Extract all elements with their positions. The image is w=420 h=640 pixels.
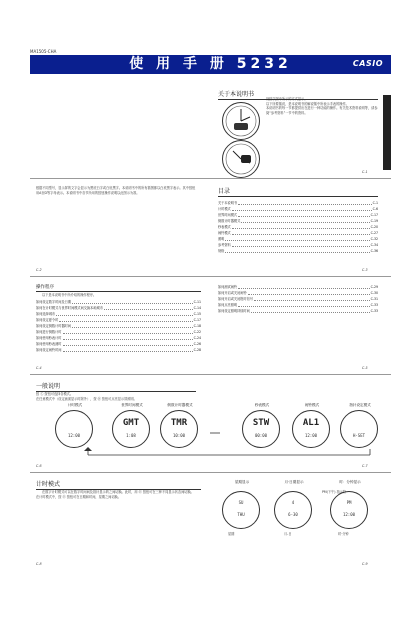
state-label: 星期显示 [234, 480, 250, 484]
watch-dial-icon [222, 491, 260, 529]
about-bullet: 视按以图中所示的方式显示。 [266, 97, 308, 101]
leader-dots [225, 236, 369, 241]
brand-logo: CASIO [352, 59, 383, 68]
leader-dots [232, 230, 370, 235]
entry-label: 如何使用秒表计时 [36, 335, 62, 340]
mode-digits: 12:00 [304, 433, 318, 438]
entry-page: C-26 [193, 341, 201, 346]
procedures-list-continued [218, 284, 378, 314]
toc-section [218, 186, 378, 254]
mode-digits: H-SET [352, 433, 366, 438]
watch-face-icon [223, 103, 259, 139]
state-bottom: 6-30 [288, 512, 298, 517]
leader-dots [72, 323, 193, 328]
language-tab [383, 95, 391, 170]
watch-illustration-1 [222, 102, 260, 140]
entry-page: C-17 [370, 213, 378, 217]
title-banner [30, 55, 391, 74]
leader-dots [238, 302, 369, 307]
watch-dial-icon [112, 410, 150, 448]
display-state [330, 480, 370, 529]
entry-label: 如何开启或关闭报时信号 [218, 297, 254, 301]
divider [30, 374, 391, 375]
weekday-label: 星期 [228, 532, 235, 536]
entry-label: 照明 [218, 237, 225, 241]
leader-dots [238, 212, 369, 217]
procedures-right [218, 284, 378, 314]
about-bullets [266, 97, 378, 115]
doc-code: MA1505-CHA [30, 49, 57, 54]
general-bullet: 在任意模式中（设定画面显示时除外），按 Ⓑ 按钮可点亮显示屏照明。 [36, 396, 137, 401]
state-top: 4 [291, 500, 295, 505]
entry-page: C-36 [370, 249, 378, 253]
watch-dial-icon [340, 410, 378, 448]
mode-indicator: AL1 [302, 418, 320, 428]
state-top: SU [238, 500, 244, 505]
page-number: C-1 [362, 170, 368, 174]
watch-dial-icon [292, 410, 330, 448]
entry-page: C-33 [370, 309, 378, 313]
toc-title: 目录 [218, 188, 231, 195]
entry-label: 关于本说明书 [218, 201, 238, 205]
mode-item [160, 403, 200, 448]
manual-title: 使 用 手 册 5232 [129, 56, 292, 72]
mode-item [112, 403, 152, 448]
entry-page: C-17 [193, 317, 201, 322]
state-bottom: THU [237, 512, 245, 517]
leader-dots [104, 305, 193, 310]
page-number: C-7 [362, 464, 368, 468]
entry-page: C-18 [193, 323, 201, 328]
entry-label: 闹铃模式 [218, 231, 231, 235]
watch-dial-icon [242, 410, 280, 448]
general-section [36, 381, 196, 401]
pm-indicator-label: PM(下午) 指示符 [322, 490, 347, 494]
mode-label: 世界时间模式 [121, 403, 143, 407]
mode-item [242, 403, 282, 448]
entry-label: 计时模式 [218, 207, 231, 211]
leader-dots [248, 290, 370, 295]
entry-page: C-11 [193, 299, 201, 304]
display-notice: 根据不同型号，显示屏的文字会显示为黑底白字或白底黑字。本说明书中的所有插图都以白底黑字表示。其中按钮用A至D等字母表示。本说明书中各节所用的按钮操作说明以此图示为准。 [36, 186, 196, 195]
mode-label: 指针设定模式 [349, 403, 371, 407]
mode-digits: 12:00 [67, 433, 81, 438]
entry-label: 倒数计时器模式 [218, 219, 241, 223]
month-day-label: 月-日 [284, 532, 292, 536]
mode-flow [30, 403, 391, 463]
entry-label: 如何进行倒数计时 [36, 329, 62, 334]
entry-label: 如何选择城市 [36, 311, 56, 316]
leader-dots [238, 200, 371, 205]
mode-indicator: TMR [170, 418, 188, 428]
divider [30, 178, 391, 179]
state-bottom: 12:00 [342, 512, 356, 517]
page-number: C-4 [36, 366, 42, 370]
timekeeping-states [212, 480, 387, 540]
entry-label: 如何测试闹铃 [218, 285, 238, 289]
page-number: C-5 [362, 366, 368, 370]
general-title: 一般说明 [36, 383, 61, 390]
entry-page: C-15 [193, 311, 201, 316]
mode-indicator: GMT [122, 418, 140, 428]
leader-dots [59, 317, 192, 322]
timekeeping-section [36, 479, 201, 499]
entry-page: C-29 [370, 285, 378, 289]
entry-label: 如何使用秒表测时 [36, 341, 62, 346]
entry-page: C-22 [193, 329, 201, 334]
entry-page: C-20 [370, 225, 378, 229]
entry-page: C-27 [370, 231, 378, 235]
entry-label: 参考资料 [218, 243, 231, 247]
entry-label: 如何设定夏令时 [36, 317, 59, 322]
mode-item [292, 403, 332, 448]
timekeeping-text: 在数字计时模式可以在数字时间间及指针显示的之间切换。此时，用 Ⓓ 按钮可在三种不同显示状态间切换。 [42, 490, 194, 494]
page-number: C-8 [36, 562, 42, 566]
watch-dial-icon [274, 491, 312, 529]
mode-label: 倒数计时器模式 [167, 403, 193, 407]
mode-item [55, 403, 95, 448]
entry-label: 如何开启或关闭闹铃 [218, 291, 247, 295]
entry-label: 世界时间模式 [218, 213, 238, 217]
watch-illustration-2 [222, 140, 260, 178]
display-state [274, 480, 314, 529]
watch-dial-icon [330, 491, 368, 529]
entry-label: 如何设定数字时间及日期 [36, 299, 72, 304]
general-bullet: 按 Ⓒ 按钮可选择各模式。 [36, 392, 74, 396]
leader-dots [232, 242, 370, 247]
entry-label: 秒表模式 [218, 225, 231, 229]
watch-dial-icon [160, 410, 198, 448]
entry-page: C-32 [370, 237, 378, 241]
entry-page: C-30 [370, 291, 378, 295]
entry-page: C-31 [370, 297, 378, 301]
page-number: C-6 [36, 464, 42, 468]
leader-dots [232, 224, 370, 229]
procedures-left [36, 284, 201, 353]
leader-dots [56, 311, 192, 316]
procedures-list [36, 299, 201, 353]
toc-entry[interactable] [218, 308, 378, 314]
leader-dots [63, 335, 193, 340]
hour-minute-label: 时·分钟 [338, 532, 349, 536]
leader-dots [63, 347, 193, 352]
mode-digits: 00:00 [254, 433, 268, 438]
mode-indicator: STW [252, 418, 270, 428]
leader-dots [225, 248, 369, 253]
watch-face-dark-icon [223, 141, 259, 177]
state-label: 时：分钟显示 [339, 480, 361, 484]
mode-digits: 1:08 [126, 433, 136, 438]
leader-dots [251, 308, 370, 313]
procedures-rule [36, 291, 201, 292]
entry-label: 如何设定照明持续时间 [218, 309, 250, 313]
leader-dots [254, 296, 370, 301]
entry-label: 如何点亮照明 [218, 303, 238, 307]
mode-label: 计时模式 [67, 403, 83, 407]
entry-page: C-28 [193, 347, 201, 352]
about-bullet: 以下所要插说，是本说明书的解说插中所表示手表的操作。 [266, 101, 349, 106]
page-number: C-2 [36, 268, 42, 272]
leader-dots [232, 206, 372, 211]
state-top: PM [346, 500, 352, 505]
entry-page: C-1 [372, 201, 378, 205]
timekeeping-bullet: 在计时模式中，按 Ⓓ 按钮可在日期和时间，星期之间切换。 [36, 494, 121, 499]
mode-item [340, 403, 380, 448]
toc-entry[interactable] [218, 248, 378, 254]
toc-list [218, 200, 378, 254]
entry-label: 如何在计时模式与世界时间模式间交换本地城市 [36, 305, 103, 310]
mode-label: 闹铃模式 [304, 403, 320, 407]
divider [30, 472, 391, 473]
entry-page: C-33 [370, 303, 378, 307]
about-bullet: 本说明书的每一节都提供出在进行一种功能的操作。有关技术资料说明等，请参阅“参考资料”一节中的资料。 [266, 106, 378, 115]
leader-dots [63, 329, 193, 334]
mode-label: 秒表模式 [254, 403, 270, 407]
entry-label: 规格 [218, 249, 225, 253]
leader-dots [63, 341, 193, 346]
toc-entry[interactable] [36, 347, 201, 353]
entry-label: 如何设定倒数计时器时间 [36, 323, 72, 328]
leader-dots [72, 299, 193, 304]
entry-page: C-14 [193, 305, 201, 310]
entry-label: 如何设定闹铃时间 [36, 347, 62, 352]
timekeeping-title: 计时模式 [36, 481, 61, 488]
leader-dots [238, 284, 369, 289]
page-number: C-9 [362, 562, 368, 566]
entry-page: C-34 [370, 243, 378, 247]
watch-dial-icon [55, 410, 93, 448]
procedures-title: 操作程序 [36, 285, 54, 290]
state-label: 月·日期显示 [284, 480, 304, 484]
mode-digits: 10:00 [172, 433, 186, 438]
entry-page: C-19 [370, 219, 378, 223]
about-title: 关于本说明书 [218, 91, 255, 98]
entry-page: C-24 [193, 335, 201, 340]
leader-dots [241, 218, 369, 223]
entry-page: C-6 [372, 207, 378, 211]
procedures-intro: 以下是本说明书中所介绍的操作程序。 [42, 293, 97, 297]
display-state [222, 480, 262, 529]
toc-rule [218, 196, 378, 197]
page-number: C-3 [362, 268, 368, 272]
divider [30, 276, 391, 277]
